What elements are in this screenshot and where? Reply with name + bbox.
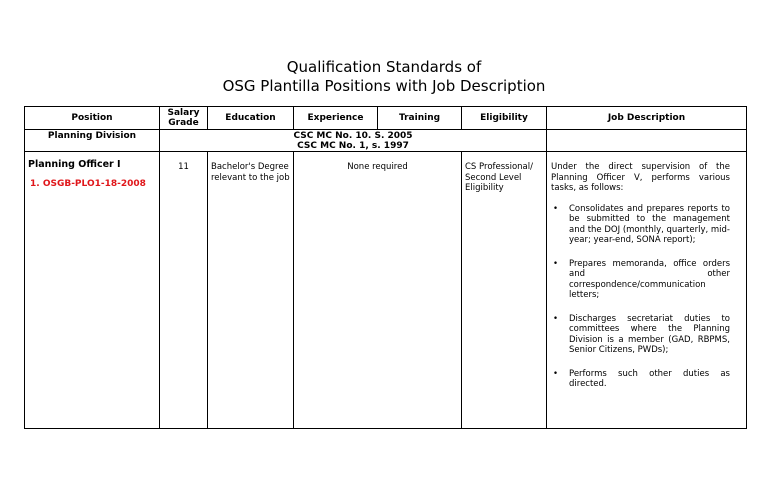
plantilla-item-number: 1. OSGB-PLO1-18-2008 [30, 178, 146, 189]
position-title: Planning Officer I [28, 159, 121, 170]
duty-item [551, 369, 730, 390]
job-description-intro: Under the direct supervision of the Planning Officer V, performs various tasks, as follows: [551, 162, 730, 193]
header-education: Education [208, 107, 294, 130]
duties-list [551, 204, 730, 390]
header-salary-grade [160, 107, 208, 130]
division-row [25, 130, 747, 152]
duty-text: Consolidates and prepares reports to be submitted to the management and the DOJ (monthly, quarterly, mid-year; year-end, SONA report); [569, 203, 730, 245]
job-description-cell [547, 152, 747, 429]
position-row [25, 152, 747, 429]
header-experience: Experience [294, 107, 378, 130]
bullet-icon: • [553, 258, 559, 269]
csc-references [160, 130, 547, 152]
education-value: Bachelor's Degree relevant to the job [208, 152, 294, 429]
header-row [25, 107, 747, 130]
bullet-icon: • [553, 368, 559, 379]
duty-item [551, 314, 730, 356]
duty-item [551, 204, 730, 246]
duty-text: Discharges secretariat duties to committees where the Planning Division is a member (GAD, RBPMS, Senior Citizens, PWDs); [569, 313, 730, 355]
document-title [0, 58, 768, 96]
eligibility-value: CS Professional/ Second Level Eligibility [462, 152, 547, 429]
header-job-description: Job Description [547, 107, 747, 130]
bullet-icon: • [553, 203, 559, 214]
division-job-description-empty [547, 130, 747, 152]
duty-item [551, 259, 730, 301]
header-salary-grade-line1: Salary [167, 108, 200, 118]
header-salary-grade-line2: Grade [168, 118, 199, 128]
header-training: Training [378, 107, 462, 130]
bullet-icon: • [553, 313, 559, 324]
header-position: Position [25, 107, 160, 130]
position-cell [25, 152, 160, 429]
experience-training-value: None required [294, 152, 462, 429]
salary-grade-value: 11 [160, 152, 208, 429]
csc-reference-2: CSC MC No. 1, s. 1997 [297, 141, 409, 151]
duty-text: Performs such other duties as directed. [569, 368, 730, 389]
qualification-standards-table [24, 106, 747, 429]
title-line-2: OSG Plantilla Positions with Job Description [222, 77, 546, 95]
division-name: Planning Division [25, 130, 160, 152]
title-line-1: Qualification Standards of [286, 58, 482, 76]
header-eligibility: Eligibility [462, 107, 547, 130]
csc-reference-1: CSC MC No. 10. S. 2005 [293, 131, 413, 141]
duty-text: Prepares memoranda, office orders and other correspondence/communication letters; [569, 258, 730, 300]
